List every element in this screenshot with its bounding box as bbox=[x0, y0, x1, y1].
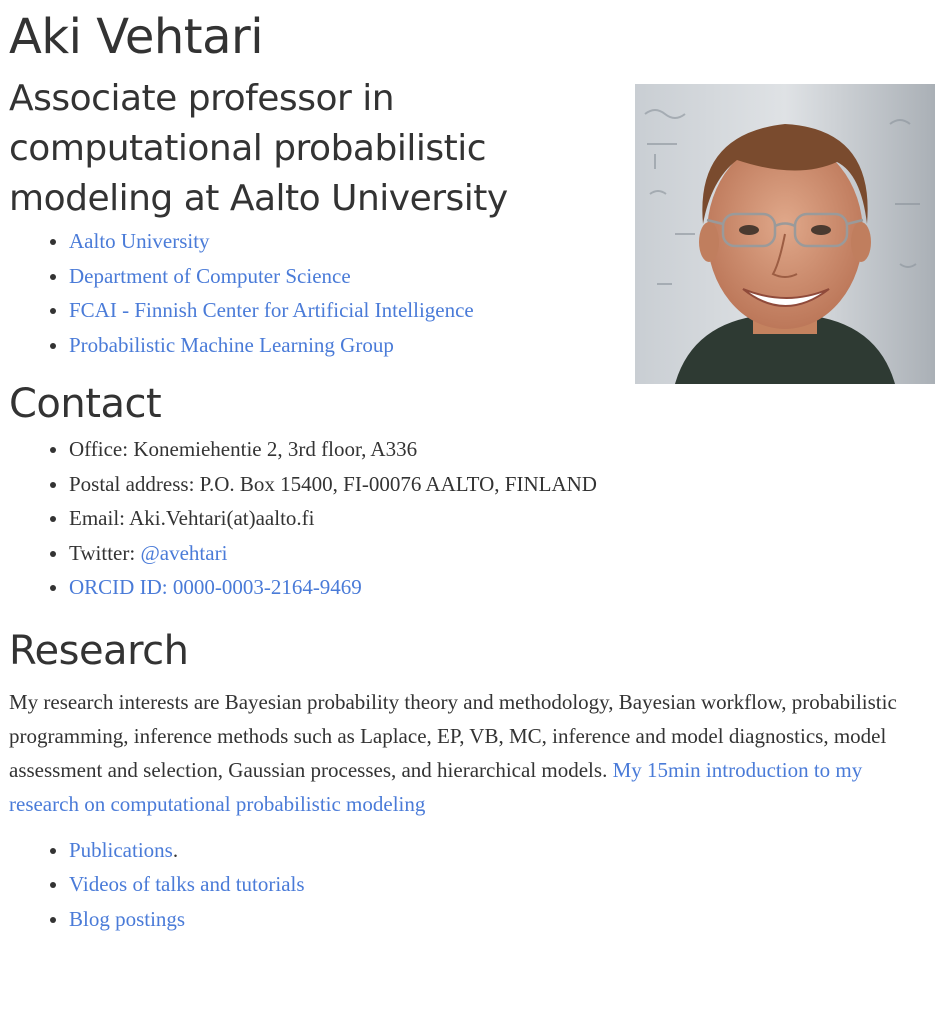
research-intro-link[interactable]: My 15min introduction to my research on computational probabilistic modeling bbox=[9, 757, 863, 816]
research-text: My research interests are Bayesian probability theory and methodology, Bayesian workflow, probabilistic programming, inference methods such as Laplace, EP, VB, MC, inference and model diagnostics, model assessment and selection, Gaussian processes, and hierarchical models. bbox=[9, 689, 897, 782]
email-item: • Email: Aki.Vehtari(at)aalto.fi bbox=[69, 501, 935, 536]
orcid-item bbox=[69, 570, 935, 605]
blog-link[interactable]: Blog postings bbox=[69, 906, 186, 931]
list-item bbox=[69, 867, 935, 902]
list-item bbox=[69, 833, 935, 868]
videos-link[interactable]: Videos of talks and tutorials bbox=[69, 872, 305, 896]
publications-link[interactable]: Publications bbox=[69, 837, 173, 862]
link-department-computer-science[interactable]: Department of Computer Science bbox=[69, 263, 351, 288]
research-links-list bbox=[9, 833, 935, 937]
twitter-item bbox=[69, 536, 935, 571]
office-item: • Office: Konemiehentie 2, 3rd floor, A336 bbox=[69, 432, 935, 467]
page-title: Aki Vehtari bbox=[9, 9, 264, 65]
link-fcai[interactable]: FCAI - Finnish Center for Artificial Intelligence bbox=[69, 298, 474, 322]
research-description bbox=[9, 685, 935, 821]
publications-suffix: . bbox=[172, 837, 179, 862]
research-heading: Research bbox=[9, 627, 189, 674]
twitter-link[interactable]: @avehtari bbox=[140, 540, 228, 565]
contact-heading: Contact bbox=[9, 381, 162, 427]
profile-photo bbox=[635, 84, 935, 384]
list-item bbox=[69, 902, 935, 937]
link-aalto-university[interactable]: Aalto University bbox=[69, 229, 210, 253]
twitter-label: Twitter: bbox=[69, 540, 141, 565]
orcid-link[interactable]: ORCID ID: 0000-0003-2164-9469 bbox=[69, 575, 362, 599]
portrait-image bbox=[635, 84, 935, 384]
job-title: Associate professor in computational probabilistic modeling at Aalto University bbox=[9, 78, 508, 219]
page bbox=[9, 0, 935, 936]
contact-list bbox=[9, 432, 935, 605]
link-pml-group[interactable]: Probabilistic Machine Learning Group bbox=[69, 332, 394, 357]
postal-address-item: • Postal address: P.O. Box 15400, FI-00076 AALTO, FINLAND bbox=[69, 467, 935, 502]
